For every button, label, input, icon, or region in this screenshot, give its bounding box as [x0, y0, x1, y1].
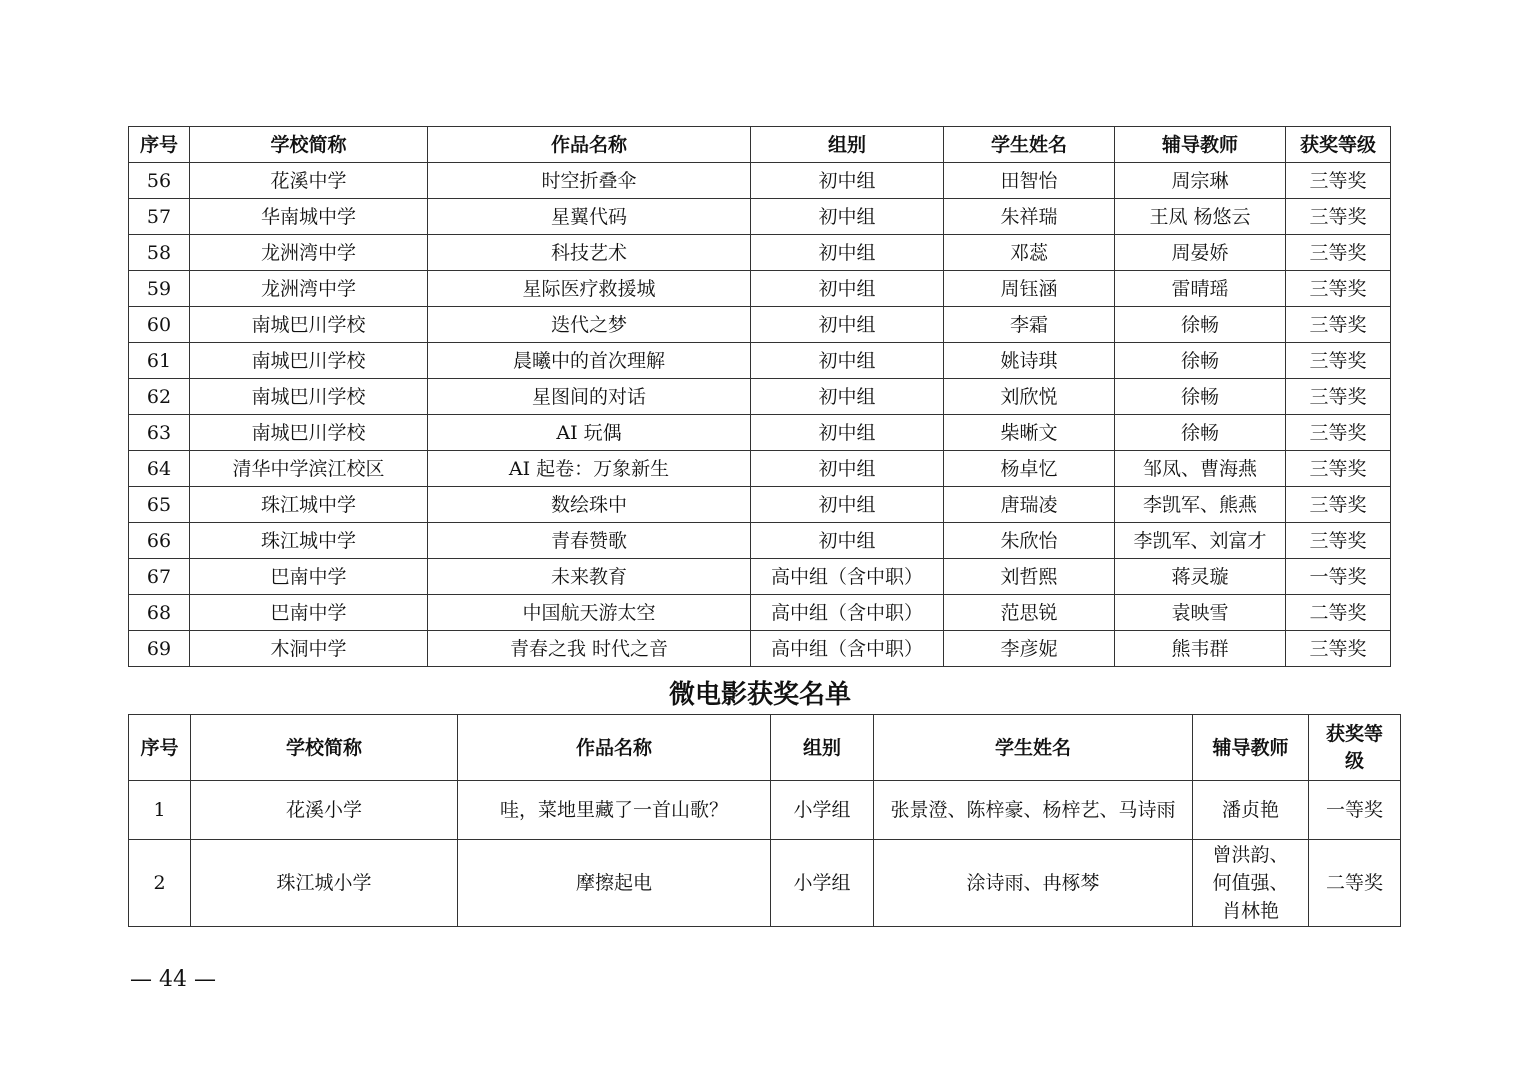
table-row — [129, 235, 1391, 271]
table-cell: 初中组 — [751, 523, 944, 559]
table-cell: 杨卓忆 — [944, 451, 1115, 487]
table-row — [129, 307, 1391, 343]
table-row — [129, 595, 1391, 631]
header-cell: 序号 — [129, 127, 190, 163]
header-cell: 序号 — [129, 715, 191, 781]
header-cell: 作品名称 — [428, 127, 751, 163]
table-cell: 三等奖 — [1286, 307, 1391, 343]
award-table-continued — [128, 126, 1391, 667]
table-cell: 数绘珠中 — [428, 487, 751, 523]
table-cell: 珠江城中学 — [190, 487, 428, 523]
table-cell: 三等奖 — [1286, 343, 1391, 379]
table-cell: 69 — [129, 631, 190, 667]
table-cell: 珠江城中学 — [190, 523, 428, 559]
table-cell: 李彦妮 — [944, 631, 1115, 667]
table-header-row — [129, 715, 1401, 781]
table-cell: 61 — [129, 343, 190, 379]
table-cell: 潘贞艳 — [1193, 781, 1309, 840]
table-cell: 65 — [129, 487, 190, 523]
header-cell: 学校简称 — [190, 127, 428, 163]
table-cell: 58 — [129, 235, 190, 271]
table-cell: 星图间的对话 — [428, 379, 751, 415]
table-cell: 初中组 — [751, 271, 944, 307]
table-cell: 熊韦群 — [1115, 631, 1286, 667]
table-cell: 56 — [129, 163, 190, 199]
table-cell: 中国航天游太空 — [428, 595, 751, 631]
table-cell: 三等奖 — [1286, 199, 1391, 235]
table-cell: 龙洲湾中学 — [190, 235, 428, 271]
table-cell: 哇，菜地里藏了一首山歌？ — [458, 781, 771, 840]
table-cell: 57 — [129, 199, 190, 235]
table-cell: 初中组 — [751, 235, 944, 271]
table-cell: 67 — [129, 559, 190, 595]
table-cell: 涂诗雨、冉椓棽 — [874, 840, 1193, 927]
table-cell: 巴南中学 — [190, 559, 428, 595]
table-cell: 科技艺术 — [428, 235, 751, 271]
table-cell: 邓蕊 — [944, 235, 1115, 271]
table-cell: AI 玩偶 — [428, 415, 751, 451]
table-cell: 68 — [129, 595, 190, 631]
table-cell: 66 — [129, 523, 190, 559]
table-cell: 徐畅 — [1115, 307, 1286, 343]
table-cell: 晨曦中的首次理解 — [428, 343, 751, 379]
table-cell: 初中组 — [751, 307, 944, 343]
table-cell: 小学组 — [771, 840, 874, 927]
table-row — [129, 199, 1391, 235]
table-cell: 三等奖 — [1286, 271, 1391, 307]
table-cell: 范思锐 — [944, 595, 1115, 631]
table-cell: 曾洪韵、何值强、肖林艳 — [1193, 840, 1309, 927]
table-cell: 雷晴瑶 — [1115, 271, 1286, 307]
table-cell: 李凯军、熊燕 — [1115, 487, 1286, 523]
table-cell: 田智怡 — [944, 163, 1115, 199]
table-cell: 三等奖 — [1286, 235, 1391, 271]
table-cell: 刘哲熙 — [944, 559, 1115, 595]
table-cell: 徐畅 — [1115, 415, 1286, 451]
table-row — [129, 451, 1391, 487]
table-cell: 59 — [129, 271, 190, 307]
table-cell: 三等奖 — [1286, 523, 1391, 559]
table-cell: 初中组 — [751, 487, 944, 523]
table-cell: 徐畅 — [1115, 379, 1286, 415]
table-cell: 二等奖 — [1309, 840, 1401, 927]
table-header-row — [129, 127, 1391, 163]
table-cell: AI 起卷：万象新生 — [428, 451, 751, 487]
table-cell: 姚诗琪 — [944, 343, 1115, 379]
table-cell: 南城巴川学校 — [190, 307, 428, 343]
header-cell: 组别 — [771, 715, 874, 781]
table-cell: 62 — [129, 379, 190, 415]
header-cell: 学生姓名 — [944, 127, 1115, 163]
table-cell: 时空折叠伞 — [428, 163, 751, 199]
table-cell: 南城巴川学校 — [190, 379, 428, 415]
table-row — [129, 271, 1391, 307]
table-cell: 1 — [129, 781, 191, 840]
table-cell: 二等奖 — [1286, 595, 1391, 631]
header-cell: 获奖等级 — [1286, 127, 1391, 163]
table-cell: 巴南中学 — [190, 595, 428, 631]
table-row — [129, 379, 1391, 415]
header-cell: 辅导教师 — [1115, 127, 1286, 163]
table-cell: 三等奖 — [1286, 163, 1391, 199]
table-cell: 三等奖 — [1286, 415, 1391, 451]
table-cell: 高中组（含中职） — [751, 595, 944, 631]
table-cell: 唐瑞凌 — [944, 487, 1115, 523]
table-cell: 王凤 杨悠云 — [1115, 199, 1286, 235]
table-cell: 蒋灵璇 — [1115, 559, 1286, 595]
table-cell: 星翼代码 — [428, 199, 751, 235]
table-cell: 青春之我 时代之音 — [428, 631, 751, 667]
table-cell: 星际医疗救援城 — [428, 271, 751, 307]
table-cell: 南城巴川学校 — [190, 343, 428, 379]
table-cell: 青春赞歌 — [428, 523, 751, 559]
table-cell: 初中组 — [751, 415, 944, 451]
table-cell: 李凯军、刘富才 — [1115, 523, 1286, 559]
table-cell: 周晏娇 — [1115, 235, 1286, 271]
table-cell: 迭代之梦 — [428, 307, 751, 343]
page-number: — 44 — — [130, 967, 216, 992]
header-cell: 辅导教师 — [1193, 715, 1309, 781]
table-cell: 初中组 — [751, 163, 944, 199]
table-cell: 三等奖 — [1286, 487, 1391, 523]
header-cell: 作品名称 — [458, 715, 771, 781]
table-cell: 小学组 — [771, 781, 874, 840]
micro-film-award-table — [128, 714, 1401, 927]
table-cell: 清华中学滨江校区 — [190, 451, 428, 487]
table-cell: 一等奖 — [1309, 781, 1401, 840]
table-cell: 2 — [129, 840, 191, 927]
table-row — [129, 415, 1391, 451]
table-cell: 初中组 — [751, 199, 944, 235]
header-cell: 学生姓名 — [874, 715, 1193, 781]
table-cell: 63 — [129, 415, 190, 451]
table-cell: 64 — [129, 451, 190, 487]
table-cell: 初中组 — [751, 379, 944, 415]
section-title: 微电影获奖名单 — [668, 680, 851, 710]
table-cell: 华南城中学 — [190, 199, 428, 235]
table-row — [129, 487, 1391, 523]
header-cell: 学校简称 — [191, 715, 458, 781]
header-cell: 获奖等级 — [1309, 715, 1401, 781]
table-cell: 袁映雪 — [1115, 595, 1286, 631]
table-row — [129, 523, 1391, 559]
table-cell: 邹凤、曹海燕 — [1115, 451, 1286, 487]
table-cell: 三等奖 — [1286, 451, 1391, 487]
table-cell: 三等奖 — [1286, 379, 1391, 415]
table-cell: 周钰涵 — [944, 271, 1115, 307]
table-cell: 60 — [129, 307, 190, 343]
table-row — [129, 781, 1401, 840]
table-cell: 徐畅 — [1115, 343, 1286, 379]
table-cell: 木洞中学 — [190, 631, 428, 667]
table-cell: 摩擦起电 — [458, 840, 771, 927]
table-cell: 高中组（含中职） — [751, 559, 944, 595]
table-cell: 周宗琳 — [1115, 163, 1286, 199]
table-row — [129, 631, 1391, 667]
table-cell: 朱祥瑞 — [944, 199, 1115, 235]
table-cell: 花溪小学 — [191, 781, 458, 840]
table-row — [129, 343, 1391, 379]
table-cell: 高中组（含中职） — [751, 631, 944, 667]
table-cell: 刘欣悦 — [944, 379, 1115, 415]
table-cell: 朱欣怡 — [944, 523, 1115, 559]
table-row — [129, 840, 1401, 927]
table-cell: 龙洲湾中学 — [190, 271, 428, 307]
table-cell: 张景澄、陈梓豪、杨梓艺、马诗雨 — [874, 781, 1193, 840]
table-cell: 一等奖 — [1286, 559, 1391, 595]
table-cell: 初中组 — [751, 343, 944, 379]
table-cell: 珠江城小学 — [191, 840, 458, 927]
table-cell: 三等奖 — [1286, 631, 1391, 667]
table-cell: 花溪中学 — [190, 163, 428, 199]
table-row — [129, 559, 1391, 595]
table-cell: 初中组 — [751, 451, 944, 487]
table-cell: 李霜 — [944, 307, 1115, 343]
header-cell: 组别 — [751, 127, 944, 163]
table-cell: 未来教育 — [428, 559, 751, 595]
table-row — [129, 163, 1391, 199]
table-cell: 柴晰文 — [944, 415, 1115, 451]
table-cell: 南城巴川学校 — [190, 415, 428, 451]
